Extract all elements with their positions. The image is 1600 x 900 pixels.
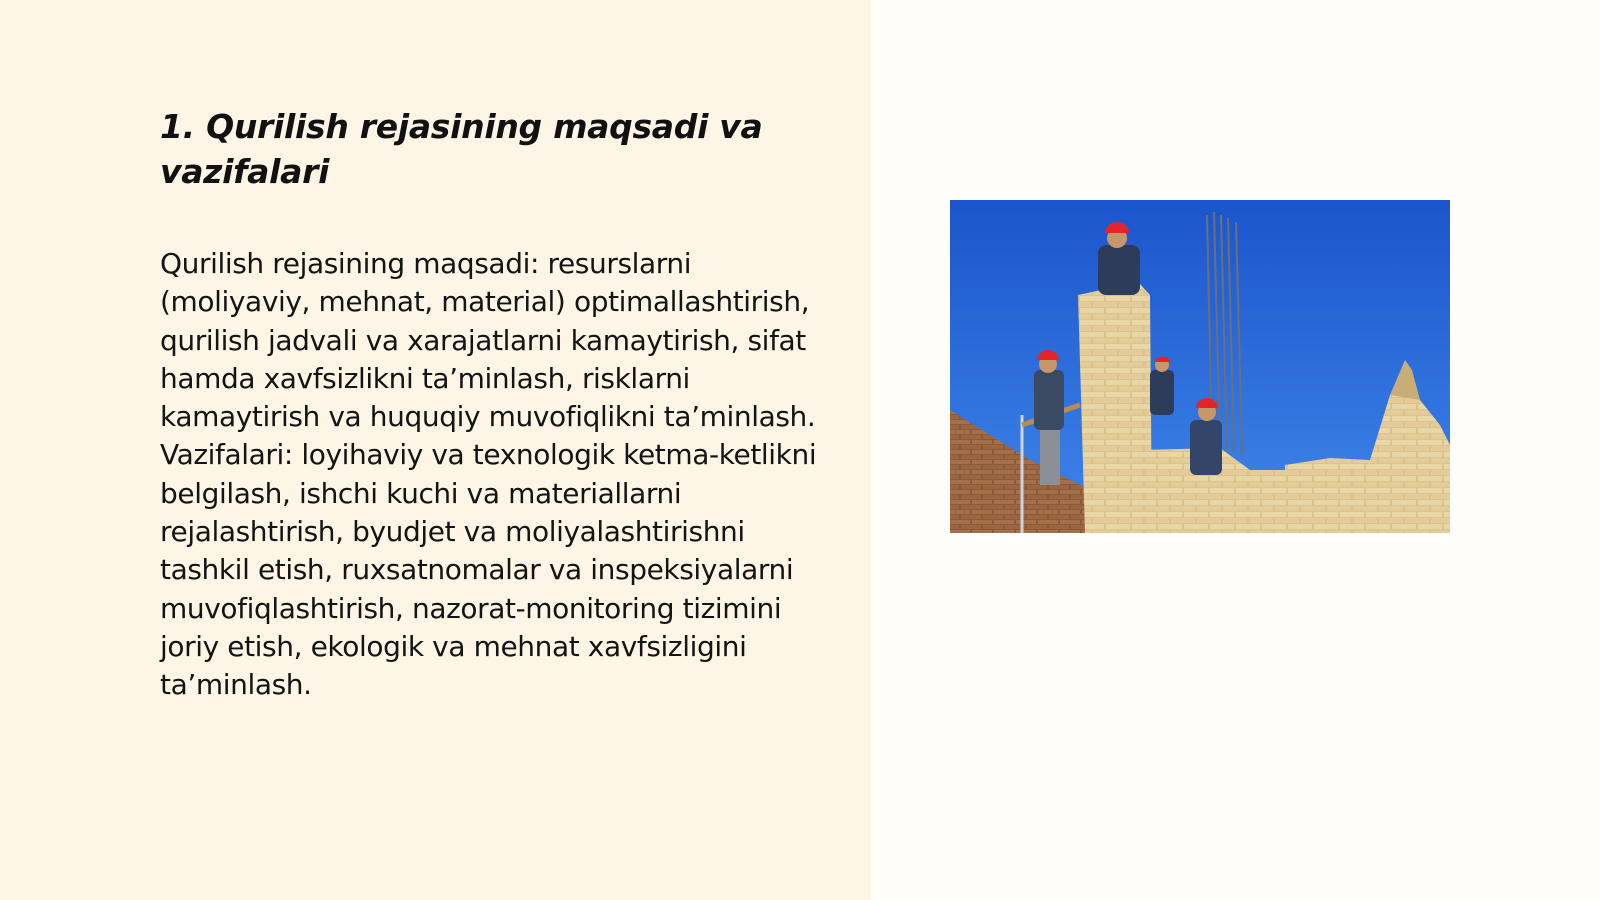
slide-body-text: Qurilish rejasining maqsadi: resurslarni (moliyaviy, mehnat, material) optimallashtirish, qurilish jadvali va xarajatlarni kamaytirish, sifat hamda xavfsizlikni ta’minlash, risklarni kamaytirish va huquqiy muvofiqlikni ta’minlash. Vazifalari: loyihaviy va texnologik ketma-ketlikni belgilash, ishchi kuchi va materiallarni rejalashtirish, byudjet va moliyalashtirishni tashkil etish, ruxsatnomalar va inspeksiyalarni muvofiqlashtirish, nazorat-monitoring tizimini joriy etish, ekologik va mehnat xavfsizligini ta’minlash. bbox=[160, 247, 817, 702]
slide-title: 1. Qurilish rejasining maqsadi va vazifalari bbox=[160, 107, 763, 191]
construction-workers-photo bbox=[950, 200, 1450, 533]
